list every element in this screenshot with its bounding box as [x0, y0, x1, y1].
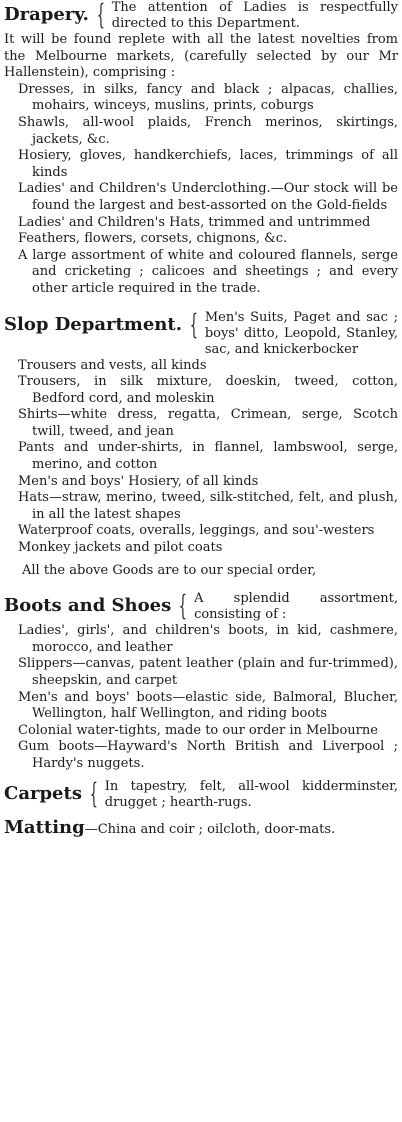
drapery-item-underclothing: Ladies' and Children's Underclothing.—Our stock will be found the largest and best-assorted on the Gold-fields — [18, 181, 398, 213]
brace-glyph: { — [96, 0, 105, 31]
brace-glyph: { — [89, 776, 98, 810]
boots-item-mens: Men's and boys' boots—elastic side, Balmoral, Blucher, Wellington, half Wellington, and riding boots — [18, 689, 398, 722]
slop-item-pants: Pants and under-shirts, in flannel, lambswool, serge, merino, and cotton — [18, 440, 398, 473]
drapery-body: It will be found replete with all the latest novelties from the Melbourne markets, (carefully selected by our Mr Hallenstein), comprising : — [4, 32, 398, 81]
slop-closing: All the above Goods are to our special order, — [22, 562, 317, 578]
carpets-section — [4, 776, 398, 811]
slop-item-hosiery: Men's and boys' Hosiery, of all kinds — [18, 473, 259, 489]
boots-item-slippers: Slippers—canvas, patent leather (plain and fur-trimmed), sheepskin, and carpet — [18, 656, 398, 688]
slop-heading-row — [4, 307, 398, 358]
slop-item-hats: Hats—straw, merino, tweed, silk-stitched, felt, and plush, in all the latest shapes — [18, 490, 398, 522]
carpets-heading: Carpets — [4, 782, 82, 804]
boots-heading-row — [4, 591, 398, 623]
boots-intro: A splendid assortment, consisting of : — [194, 591, 398, 623]
brace-glyph: { — [189, 307, 198, 341]
boots-item-water-tights: Colonial water-tights, made to our order in Melbourne — [18, 722, 378, 738]
slop-heading: Slop Department. — [4, 313, 182, 335]
slop-item-trousers-vests: Trousers and vests, all kinds — [18, 357, 207, 373]
drapery-item-dresses: Dresses, in silks, fancy and black ; alpacas, challies, mohairs, winceys, muslins, prints, coburgs — [18, 81, 398, 114]
slop-list — [4, 358, 398, 557]
drapery-heading: Drapery. — [4, 4, 89, 25]
matting-text: —China and coir ; oilcloth, door-mats. — [84, 821, 336, 837]
slop-section — [4, 307, 398, 580]
boots-item-gum-boots: Gum boots—Hayward's North British and Liverpool ; Hardy's nuggets. — [18, 739, 398, 771]
slop-item-trousers: Trousers, in silk mixture, doeskin, tweed, cotton, Bedford cord, and moleskin — [18, 374, 398, 406]
drapery-item-feathers: Feathers, flowers, corsets, chignons, &c. — [18, 231, 288, 247]
drapery-intro: The attention of Ladies is respectfully directed to this Department. — [111, 0, 398, 31]
slop-item-monkey-jackets: Monkey jackets and pilot coats — [18, 540, 223, 556]
drapery-item-shawls: Shawls, all-wool plaids, French merinos, skirtings, jackets, &c. — [18, 114, 398, 147]
carpets-heading-row — [4, 776, 398, 811]
drapery-item-flannels: A large assortment of white and coloured flannels, serge and cricketing ; calicoes and sheetings ; and every other article required in the trade. — [18, 247, 398, 296]
drapery-item-hosiery: Hosiery, gloves, handkerchiefs, laces, trimmings of all kinds — [18, 148, 398, 180]
matting-section — [4, 817, 398, 839]
carpets-intro: In tapestry, felt, all-wool kidderminster, drugget ; hearth-rugs. — [104, 778, 398, 810]
drapery-list — [4, 82, 398, 298]
slop-intro: Men's Suits, Paget and sac ; boys' ditto, Leopold, Stanley, sac, and knickerbocker — [204, 309, 398, 357]
boots-item-ladies: Ladies', girls', and children's boots, in kid, cashmere, morocco, and leather — [18, 623, 398, 655]
drapery-item-hats: Ladies' and Children's Hats, trimmed and untrimmed — [18, 214, 371, 230]
spacer — [4, 298, 398, 310]
brace-glyph: { — [179, 589, 188, 623]
matting-line — [4, 817, 398, 839]
drapery-heading-row — [4, 0, 398, 32]
slop-item-shirts: Shirts—white dress, regatta, Crimean, serge, Scotch twill, tweed, and jean — [18, 407, 398, 439]
boots-section — [4, 591, 398, 772]
slop-item-waterproof: Waterproof coats, overalls, leggings, and sou'-westers — [18, 523, 375, 539]
matting-heading: Matting — [4, 816, 85, 838]
boots-list — [4, 623, 398, 772]
drapery-section — [4, 0, 398, 298]
boots-heading: Boots and Shoes — [4, 595, 172, 617]
spacer — [4, 579, 398, 591]
